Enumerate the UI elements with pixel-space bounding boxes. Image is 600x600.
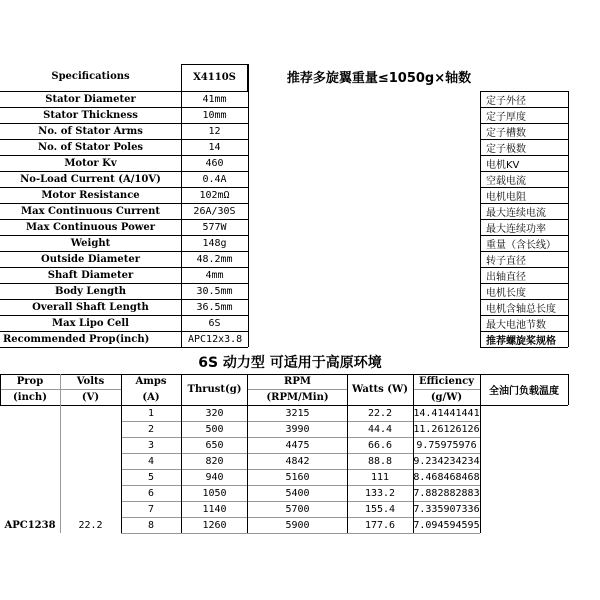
column-divider <box>247 374 248 533</box>
spec-label-cn: 电机长度 <box>486 287 526 299</box>
efficiency-value: 8.468468468 <box>413 471 480 483</box>
prop-value: APC1238 <box>4 519 56 531</box>
spec-label-cn: 电机电阻 <box>486 191 526 203</box>
spec-value: 6S <box>208 317 221 329</box>
spec-value: APC12x3.8 <box>188 333 243 345</box>
rpm-unit: (RPM/Min) <box>266 391 329 403</box>
watts-value: 177.6 <box>364 519 396 531</box>
rpm-value: 5400 <box>285 487 310 499</box>
efficiency-header: Efficiency <box>418 376 475 387</box>
spec-label-cn: 定子极数 <box>486 143 526 155</box>
spec-label-cn: 定子外径 <box>486 95 526 107</box>
efficiency-value: 11.26126126 <box>413 423 480 435</box>
efficiency-value: 14.41441441 <box>413 407 480 419</box>
amps-unit: (A) <box>142 391 160 403</box>
amps-header: Amps <box>135 376 167 387</box>
rpm-value: 5700 <box>285 503 310 515</box>
amps-value: 6 <box>147 487 155 499</box>
spec-label: Stator Diameter <box>45 93 136 105</box>
volts-unit: (V) <box>81 391 100 403</box>
spec-value: 30.5mm <box>196 285 233 297</box>
column-divider <box>0 374 1 405</box>
rpm-value: 3990 <box>285 423 310 435</box>
efficiency-value: 9.234234234 <box>413 455 480 467</box>
spec-label: Max Continuous Current <box>21 205 160 217</box>
spec-label-cn: 定子厚度 <box>486 111 526 123</box>
column-divider <box>568 374 569 405</box>
amps-value: 5 <box>147 471 155 483</box>
amps-value: 1 <box>147 407 155 419</box>
spec-label-cn: 最大电池节数 <box>486 319 546 331</box>
column-divider <box>181 64 182 347</box>
column-divider <box>480 374 481 533</box>
spec-label-cn: 重量（含长线） <box>486 239 556 251</box>
thrust-value: 940 <box>205 471 224 483</box>
column-divider <box>121 374 122 533</box>
spec-top-border <box>0 91 248 92</box>
column-divider <box>347 374 348 533</box>
efficiency-value: 7.335907336 <box>413 503 480 515</box>
prop-header: Prop <box>16 376 44 387</box>
table-top-border <box>0 374 568 375</box>
rpm-value: 3215 <box>285 407 310 419</box>
spec-value: 14 <box>208 141 221 153</box>
spec-value: 460 <box>205 157 224 169</box>
spec-value: 12 <box>208 125 221 137</box>
row-divider <box>0 347 248 348</box>
spec-label: No-Load Current (A/10V) <box>20 173 161 185</box>
spec-label: Overall Shaft Length <box>32 301 149 313</box>
thrust-value: 500 <box>205 423 224 435</box>
efficiency-unit: (g/W) <box>430 391 463 403</box>
recommended-weight-title: 推荐多旋翼重量≤1050g×轴数 <box>286 70 472 86</box>
spec-label: Motor Resistance <box>41 189 140 201</box>
spec-value: 48.2mm <box>196 253 233 265</box>
spec-value: 36.5mm <box>196 301 233 313</box>
spec-value: 0.4A <box>202 173 227 185</box>
watts-value: 66.6 <box>367 439 393 451</box>
spec-label: Body Length <box>55 285 126 297</box>
efficiency-value: 9.75975976 <box>416 439 477 451</box>
spec-label-cn: 空载电流 <box>486 175 526 187</box>
spec-label: Stator Thickness <box>43 109 138 121</box>
spec-header-label: Specifications <box>51 70 130 82</box>
spec-value: 26A/30S <box>193 205 236 217</box>
spec-label-cn: 最大连续电流 <box>486 207 546 219</box>
amps-value: 3 <box>147 439 155 451</box>
watts-header: Watts (W) <box>352 384 408 395</box>
spec-label-cn: 转子直径 <box>486 255 526 267</box>
spec-label: No. of Stator Poles <box>37 141 144 153</box>
column-divider <box>60 374 61 533</box>
volts-value: 22.2 <box>78 519 103 531</box>
model-name: X4110S <box>193 71 236 83</box>
column-divider <box>181 374 182 533</box>
column-divider <box>248 64 249 347</box>
spec-value: 41mm <box>202 93 227 105</box>
thrust-value: 650 <box>205 439 224 451</box>
spec-value: 148g <box>202 237 227 249</box>
thrust-value: 1050 <box>202 487 227 499</box>
spec-label-cn: 出轴直径 <box>486 271 526 283</box>
column-divider <box>568 91 569 347</box>
prop-unit: (inch) <box>13 391 47 403</box>
amps-value: 7 <box>147 503 155 515</box>
header-mid-divider <box>413 389 480 390</box>
spec-label: Recommended Prop(inch) <box>3 333 150 345</box>
load-temp-header: 全油门负载温度 <box>489 386 559 397</box>
spec-value: 102mΩ <box>199 189 230 201</box>
spec-label: Shaft Diameter <box>47 269 134 281</box>
spec-label: Max Continuous Power <box>25 221 156 233</box>
spec-top-border <box>480 91 568 92</box>
thrust-value: 320 <box>205 407 224 419</box>
row-divider <box>121 533 480 534</box>
spec-label: Motor Kv <box>64 157 117 169</box>
watts-value: 22.2 <box>367 407 393 419</box>
thrust-value: 820 <box>205 455 224 467</box>
spec-value: 577W <box>202 221 227 233</box>
rpm-value: 5900 <box>285 519 310 531</box>
thrust-header: Thrust(g) <box>187 384 242 395</box>
column-divider <box>480 91 481 347</box>
row-divider <box>480 347 568 348</box>
watts-value: 133.2 <box>364 487 396 499</box>
spec-value: 10mm <box>202 109 227 121</box>
rpm-header: RPM <box>284 376 311 387</box>
spec-label-cn: 定子槽数 <box>486 127 526 139</box>
spec-label-cn: 最大连续功率 <box>486 223 546 235</box>
amps-value: 4 <box>147 455 155 467</box>
spec-label-cn: 电机KV <box>486 159 520 171</box>
thrust-value: 1140 <box>202 503 227 515</box>
rpm-value: 5160 <box>285 471 310 483</box>
watts-value: 111 <box>370 471 390 483</box>
watts-value: 44.4 <box>367 423 393 435</box>
spec-label-cn: 推荐螺旋桨规格 <box>486 335 556 347</box>
spec-label: Outside Diameter <box>40 253 140 265</box>
header-mid-divider <box>247 389 347 390</box>
rpm-value: 4475 <box>285 439 310 451</box>
spec-label: Weight <box>70 237 111 249</box>
watts-value: 155.4 <box>364 503 396 515</box>
volts-header: Volts <box>76 376 105 387</box>
performance-title: 6S 动力型 可适用于高原环境 <box>198 355 382 371</box>
watts-value: 88.8 <box>367 455 393 467</box>
spec-value: 4mm <box>205 269 224 281</box>
efficiency-value: 7.094594595 <box>413 519 480 531</box>
spec-label: Max Lipo Cell <box>52 317 129 329</box>
spec-label: No. of Stator Arms <box>38 125 143 137</box>
efficiency-value: 7.882882883 <box>413 487 480 499</box>
spec-label-cn: 电机含轴总长度 <box>486 303 556 315</box>
rpm-value: 4842 <box>285 455 310 467</box>
thrust-value: 1260 <box>202 519 227 531</box>
amps-value: 2 <box>147 423 155 435</box>
column-divider <box>413 374 414 533</box>
amps-value: 8 <box>147 519 155 531</box>
